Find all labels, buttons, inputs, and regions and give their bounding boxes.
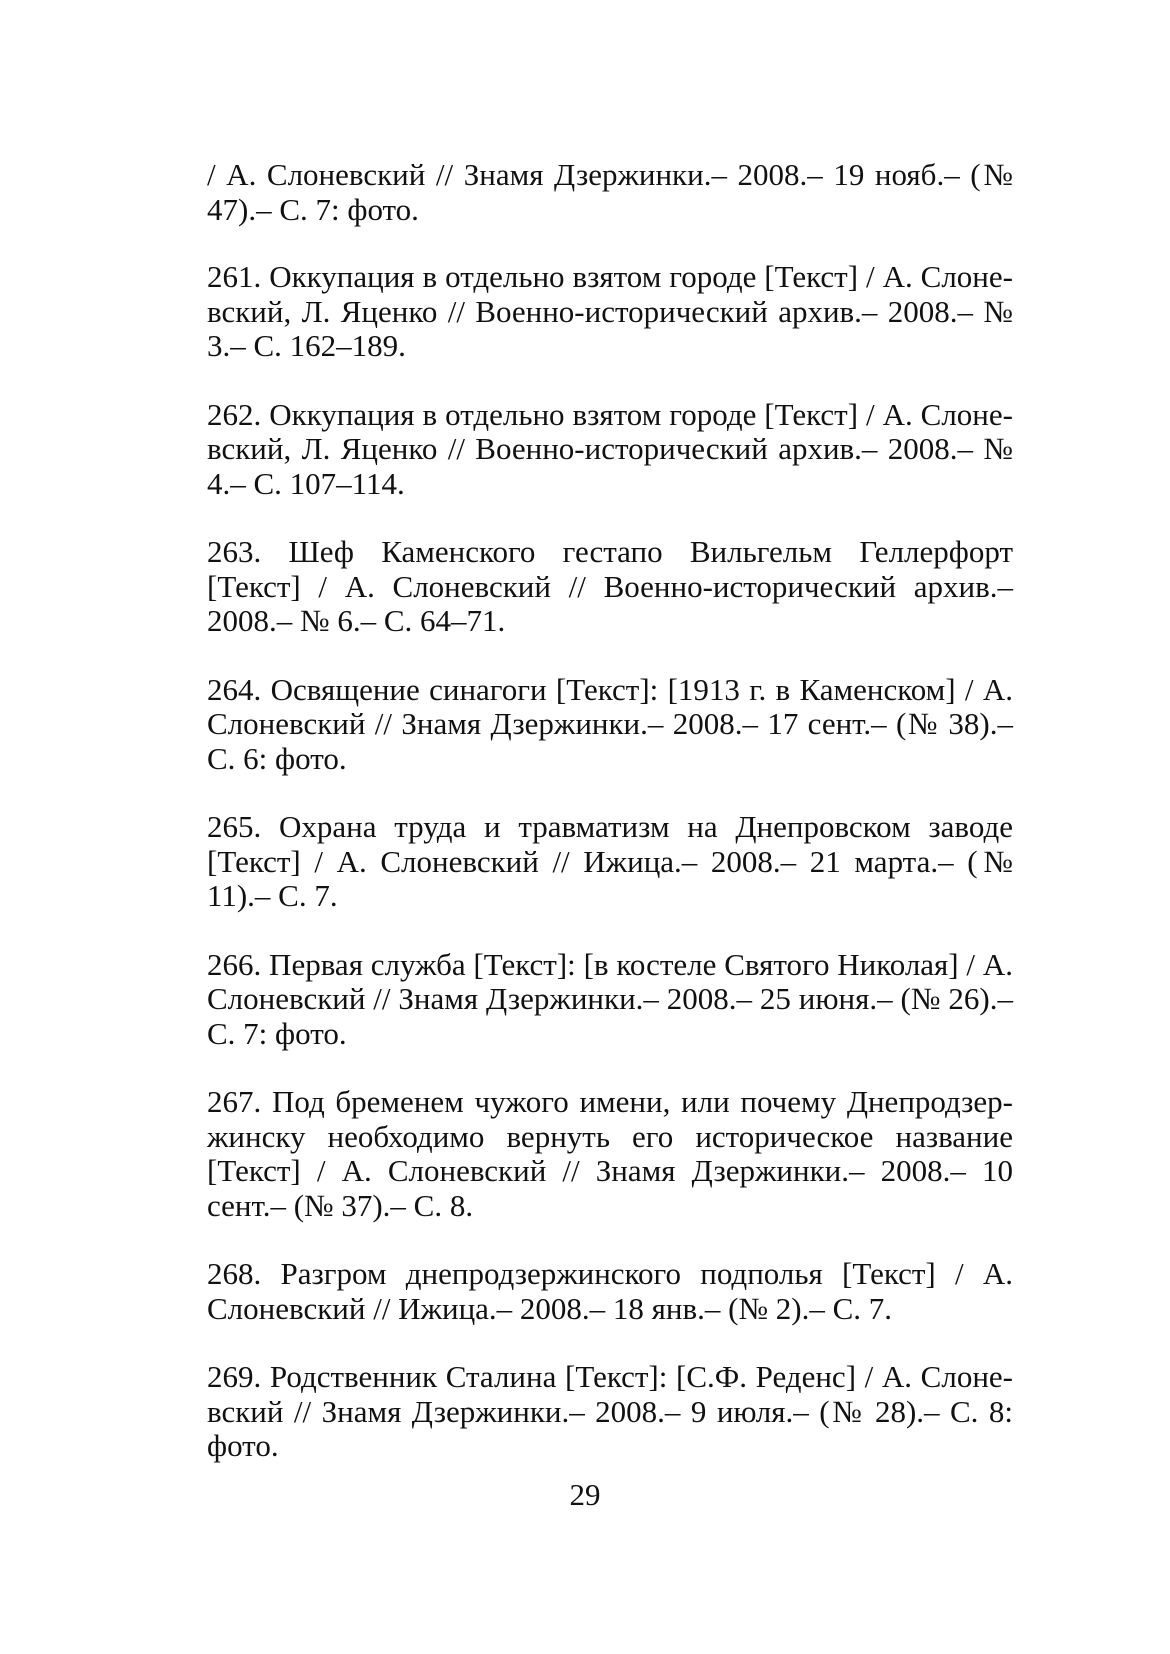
bibliography-entry-264: 264. Освящение синагоги [Текст]: [1913 г. в Каменском] / А. Слоневский // Знамя Дзержинки.– 2008.– 17 сент.– (№ 38).– С. 6: фото. [207,671,1013,776]
entry-continuation: / А. Слоневский // Знамя Дзержинки.– 2008.– 19 нояб.– (№ 47).– С. 7: фото. [207,157,1013,227]
bibliography-entry-261: 261. Оккупация в отдельно взятом городе [Текст] / А. Слоневский, Л. Яценко // Военно-исторический архив.– 2008.– № 3.– С. 162–189. [207,259,1013,363]
bibliography-entry-267: 267. Под бременем чужого имени, или почему Днепродзержинску необходимо вернуть его историческое название [Текст] / А. Слоневский // Знамя Дзержинки.– 2008.– 10 сент.– (№ 37).– С. 8. [207,1084,1013,1223]
bibliography-entry-269: 269. Родственник Сталина [Текст]: [С.Ф. Реденс] / А. Слоневский // Знамя Дзержинки.– 2008.– 9 июля.– (№ 28).– С. 8: фото. [207,1359,1013,1463]
bibliography-list [207,158,1013,1498]
bibliography-entry-266: 266. Первая служба [Текст]: [в костеле Святого Николая] / А. Слоневский // Знамя Дзержинки.– 2008.– 25 июня.– (№ 26).– С. 7: фото. [207,946,1013,1051]
bibliography-entry-263: 263. Шеф Каменского гестапо Вильгельм Геллерфорт [Текст] / А. Слоневский // Военно-исторический архив.– 2008.– № 6.– С. 64–71. [207,534,1013,638]
bibliography-entry-265: 265. Охрана труда и травматизм на Днепровском заводе [Текст] / А. Слоневский // Ижица.– 2008.– 21 марта.– (№ 11).– С. 7. [207,809,1013,913]
bibliography-entry-262: 262. Оккупация в отдельно взятом городе [Текст] / А. Слоневский, Л. Яценко // Военно-исторический архив.– 2008.– № 4.– С. 107–114. [207,396,1013,501]
bibliography-entry-268: 268. Разгром днепродзержинского подполья [Текст] / А. Слоневский // Ижица.– 2008.– 18 янв.– (№ 2).– С. 7. [207,1256,1013,1326]
page-number: 29 [569,1477,601,1512]
